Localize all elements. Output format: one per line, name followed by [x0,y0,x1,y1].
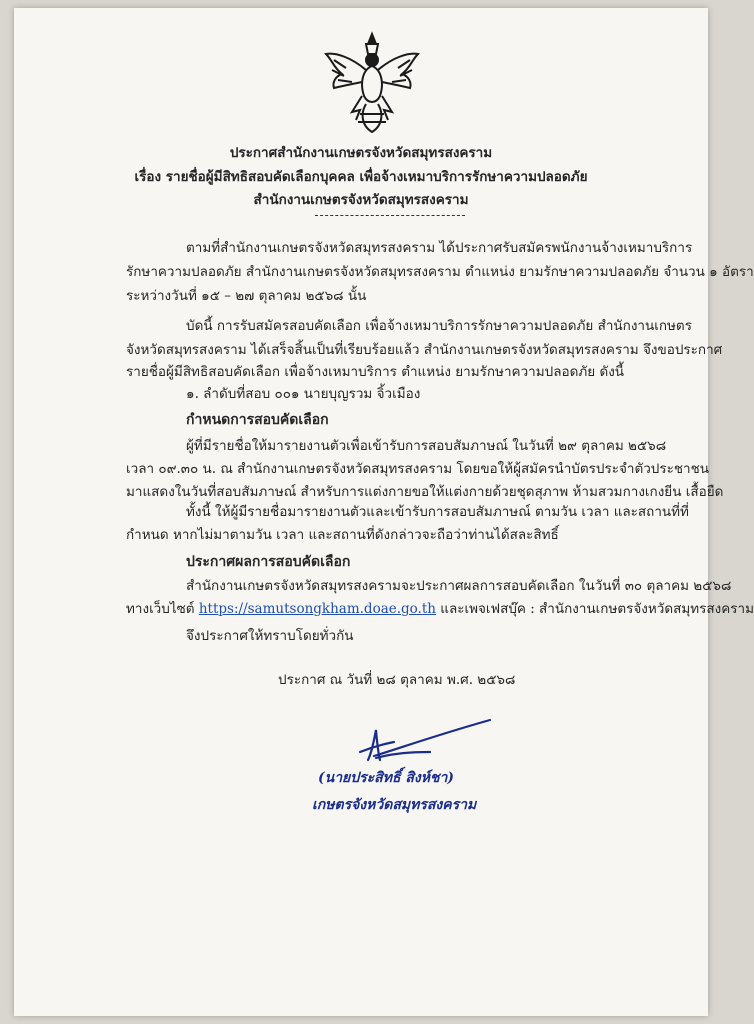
schedule-line5: กำหนด หากไม่มาตามวัน เวลา และสถานที่ดังกล่าวจะถือว่าท่านได้สละสิทธิ์ [126,527,559,543]
handwritten-signature [350,712,500,772]
result-line1: สำนักงานเกษตรจังหวัดสมุทรสงครามจะประกาศผลการสอบคัดเลือก ในวันที่ ๓๐ ตุลาคม ๒๕๖๘ [186,578,732,594]
announcement-subject: เรื่อง รายชื่อผู้มีสิทธิสอบคัดเลือกบุคคล เพื่อจ้างเหมาบริการรักษาความปลอดภัย [134,169,588,185]
schedule-heading: กำหนดการสอบคัดเลือก [186,412,329,428]
announcement-title: ประกาศสำนักงานเกษตรจังหวัดสมุทรสงคราม [229,145,493,161]
schedule-line1: ผู้ที่มีรายชื่อให้มารายงานตัวเพื่อเข้ารับการสอบสัมภาษณ์ ในวันที่ ๒๙ ตุลาคม ๒๕๖๘ [186,438,667,454]
result-website-prefix: ทางเว็บไซต์ [126,601,199,617]
result-heading: ประกาศผลการสอบคัดเลือก [186,554,351,570]
schedule-line3: มาแสดงในวันที่สอบสัมภาษณ์ สำหรับการแต่งกายขอให้แต่งกายด้วยชุดสุภาพ ห้ามสวมกางเกงยีน เสื้อยืด [126,484,724,500]
announcement-office: สำนักงานเกษตรจังหวัดสมุทรสงคราม [253,192,469,208]
signatory-title: เกษตรจังหวัดสมุทรสงคราม [312,797,477,813]
separator-text [315,206,399,226]
para2-line1: บัดนี้ การรับสมัครสอบคัดเลือก เพื่อจ้างเหมาบริการรักษาความปลอดภัย สำนักงานเกษตร [186,318,692,334]
para2-line2: จังหวัดสมุทรสงคราม ได้เสร็จสิ้นเป็นที่เรียบร้อยแล้ว สำนักงานเกษตรจังหวัดสมุทรสงคราม จึงขอประกาศ [126,342,723,358]
schedule-line2: เวลา ๐๙.๓๐ น. ณ สำนักงานเกษตรจังหวัดสมุทรสงคราม โดยขอให้ผู้สมัครนำบัตรประจำตัวประชาชน [126,461,709,477]
signatory-name: (นายประสิทธิ์ สิงห์ชา) [318,770,454,786]
para1-line3: ระหว่างวันที่ ๑๕ – ๒๗ ตุลาคม ๒๕๖๘ นั้น [126,288,367,304]
result-facebook-text: และเพจเฟสบุ๊ค : สำนักงานเกษตรจังหวัดสมุทรสงคราม [435,601,754,617]
announcement-date: ประกาศ ณ วันที่ ๒๘ ตุลาคม พ.ศ. ๒๕๖๘ [278,672,516,688]
schedule-line4: ทั้งนี้ ให้ผู้มีรายชื่อมารายงานตัวและเข้ารับการสอบสัมภาษณ์ ตามวัน เวลา และสถานที่ที่ [186,504,689,520]
website-link[interactable]: https://samutsongkham.doae.go.th [198,601,436,617]
para2-line3: รายชื่อผู้มีสิทธิสอบคัดเลือก เพื่อจ้างเหมาบริการ ตำแหน่ง ยามรักษาความปลอดภัย ดังนี้ [126,364,625,380]
garuda-emblem-icon [322,30,422,136]
candidate-item: ๑. ลำดับที่สอบ ๐๐๑ นายบุญรวม จิ้วเมือง [186,386,421,402]
result-line2 [126,599,754,619]
para1-line2: รักษาความปลอดภัย สำนักงานเกษตรจังหวัดสมุทรสงคราม ตำแหน่ง ยามรักษาความปลอดภัย จำนวน ๑ อัตรา [126,264,754,280]
closing-line: จึงประกาศให้ทราบโดยทั่วกัน [186,628,354,644]
para1-line1: ตามที่สำนักงานเกษตรจังหวัดสมุทรสงคราม ได้ประกาศรับสมัครพนักงานจ้างเหมาบริการ [186,240,693,256]
